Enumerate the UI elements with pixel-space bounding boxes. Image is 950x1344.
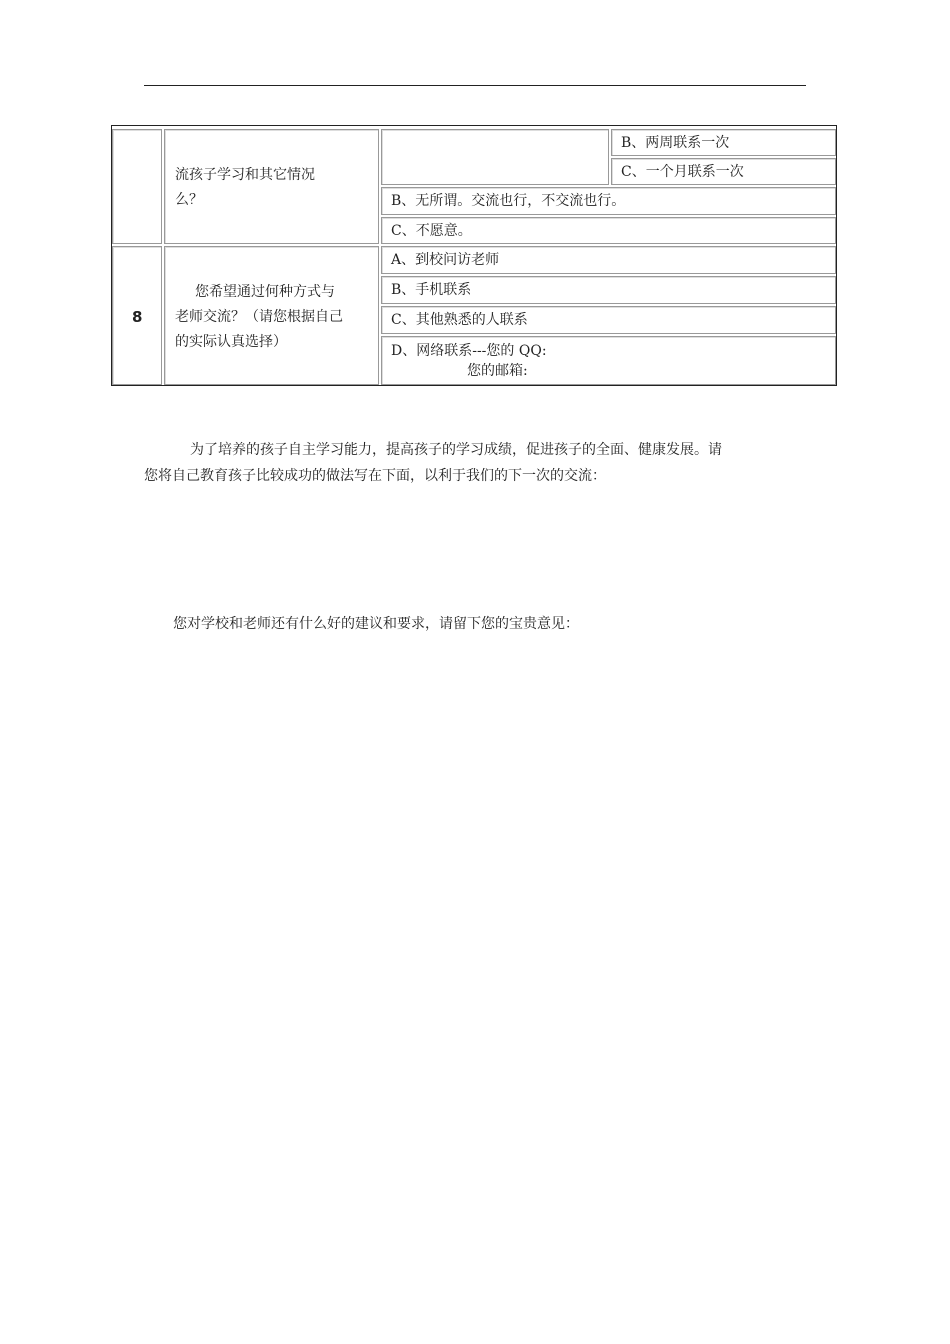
q7-sub-option-b-cell [611, 129, 836, 156]
q7-option-c: C、不愿意。 [391, 223, 472, 239]
q8-number: 8 [132, 308, 143, 326]
q7-option-c-cell [381, 217, 836, 244]
q7-option-b-cell [381, 187, 836, 215]
q8-option-b-cell [381, 276, 836, 304]
q8-option-c: C、其他熟悉的人联系 [391, 312, 528, 328]
q8-number-cell [112, 246, 162, 385]
paragraph1-line1: 为了培养的孩子自主学习能力，提高孩子的学习成绩，促进孩子的全面、健康发展。请 [190, 442, 722, 458]
q8-option-d-line2: 您的邮箱: [467, 363, 528, 379]
q7-sub-option-b: B、两周联系一次 [621, 135, 730, 151]
q8-option-c-cell [381, 306, 836, 334]
q8-option-a: A、到校问访老师 [391, 252, 500, 268]
q8-option-d-line1: D、网络联系---您的 QQ: [391, 343, 547, 359]
q7-number-cell [112, 129, 162, 244]
q7-sub-option-c-cell [611, 158, 836, 185]
header-rule [144, 85, 806, 86]
q8-option-b: B、手机联系 [391, 282, 472, 298]
paragraph2-line1: 您对学校和老师还有什么好的建议和要求，请留下您的宝贵意见： [173, 616, 579, 632]
q8-option-a-cell [381, 246, 836, 274]
q8-question-line3: 的实际认真选择） [175, 334, 287, 350]
q7-option-a-cell [381, 129, 609, 185]
q7-question-line2: 么？ [175, 192, 203, 208]
q7-option-b: B、无所谓。交流也行，不交流也行。 [391, 193, 626, 209]
survey-table [111, 125, 837, 386]
q8-question-cell [164, 246, 379, 385]
q8-option-d-cell [381, 336, 836, 385]
paragraph1-line2: 您将自己教育孩子比较成功的做法写在下面，以利于我们的下一次的交流： [144, 468, 606, 484]
q7-sub-option-c: C、一个月联系一次 [621, 164, 744, 180]
q7-question-line1: 流孩子学习和其它情况 [175, 167, 315, 183]
q8-question-line2: 老师交流？（请您根据自己 [175, 309, 343, 325]
q8-question-line1: 您希望通过何种方式与 [195, 284, 335, 300]
q7-question-cell [164, 129, 379, 244]
